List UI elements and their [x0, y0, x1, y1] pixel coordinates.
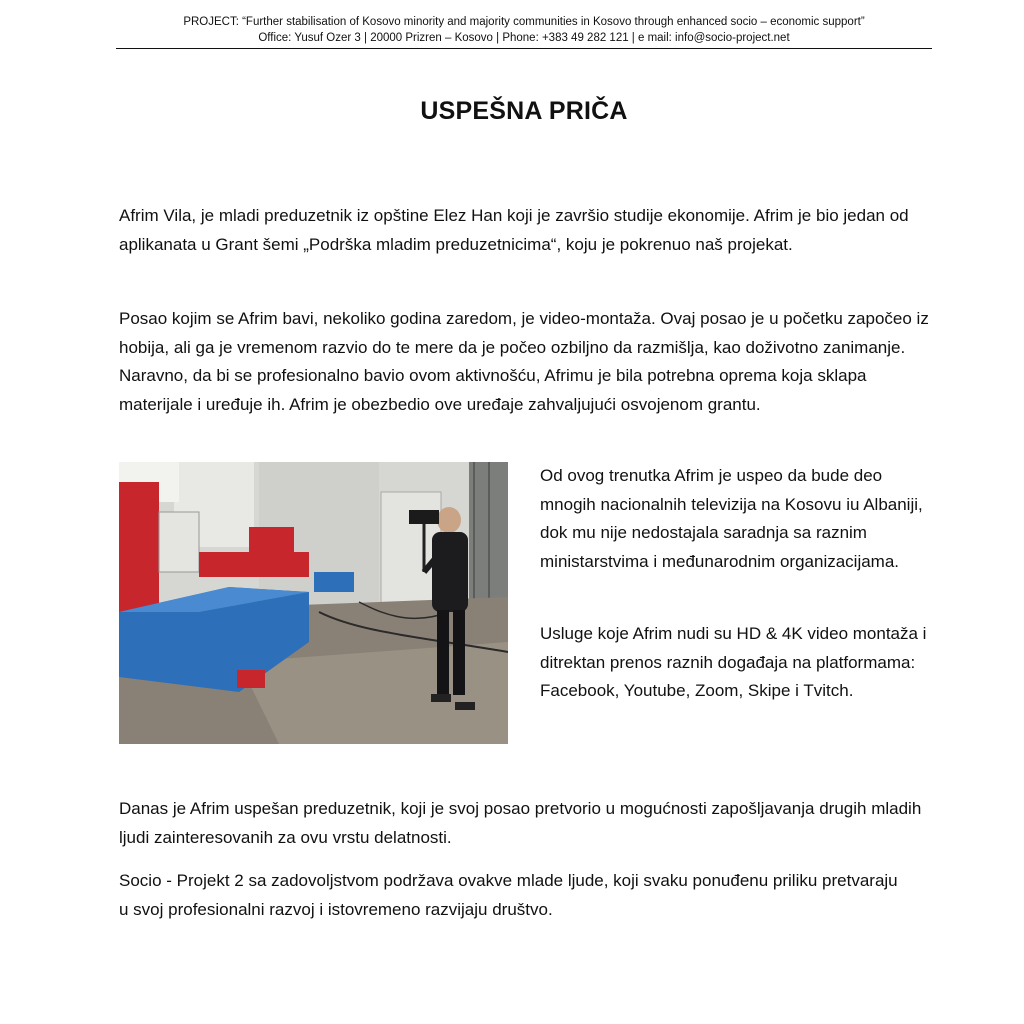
page-title: USPEŠNA PRIČA	[420, 97, 628, 125]
office-line: Office: Yusuf Ozer 3 | 20000 Prizren – Kosovo | Phone: +383 49 282 121 | e mail: info@socio-project.net	[258, 32, 790, 44]
workshop-photo-illustration	[119, 462, 508, 744]
paragraph-support: Socio - Projekt 2 sa zadovoljstvom podržava ovakve mlade ljude, koji svaku ponuđenu priliku pretvaraju u svoj profesionalni razvoj i istovremeno razvijaju društvo.	[119, 871, 898, 919]
paragraph-achievements: Od ovog trenutka Afrim je uspeo da bude deo mnogih nacionalnih televizija na Kosovu iu Albaniji, dok mu nije nedostajala saradnja sa raznim ministarstvima i međunarodnim organizacijama.	[540, 466, 923, 571]
paragraph-intro: Afrim Vila, je mladi preduzetnik iz opštine Elez Han koji je završio studije ekonomije. Afrim je bio jedan od aplikanata u Grant šemi „Podrška mladim preduzetnicima“, koju je pokrenuo naš projekat.	[119, 206, 909, 254]
project-line: PROJECT: “Further stabilisation of Kosovo minority and majority communities in Kosovo through enhanced socio – economic support”	[183, 16, 865, 28]
header-divider	[116, 48, 932, 49]
document-header	[116, 14, 932, 46]
paragraph-today: Danas je Afrim uspešan preduzetnik, koji je svoj posao pretvorio u mogućnosti zapošljavanja drugih mladih ljudi zainteresovanih za ovu vrstu delatnosti.	[119, 799, 922, 847]
paragraph-services: Usluge koje Afrim nudi su HD & 4K video montaža i ditrektan prenos raznih događaja na platformama: Facebook, Youtube, Zoom, Skipe i Tvitch.	[540, 624, 927, 701]
paragraph-business: Posao kojim se Afrim bavi, nekoliko godina zaredom, je video-montaža. Ovaj posao je u početku započeo iz hobija, ali ga je vremenom razvio do te mere da je počeo ozbiljno da razmišlja, kao doživotno zanimanje. Naravno, da bi se profesionalno bavio ovom aktivnošću, Afrimu je bila potrebna oprema koja sklapa materijale i uređuje ih. Afrim je obezbedio ove uređaje zahvaljujući osvojenom grantu.	[119, 309, 929, 414]
workshop-photo	[119, 462, 508, 744]
